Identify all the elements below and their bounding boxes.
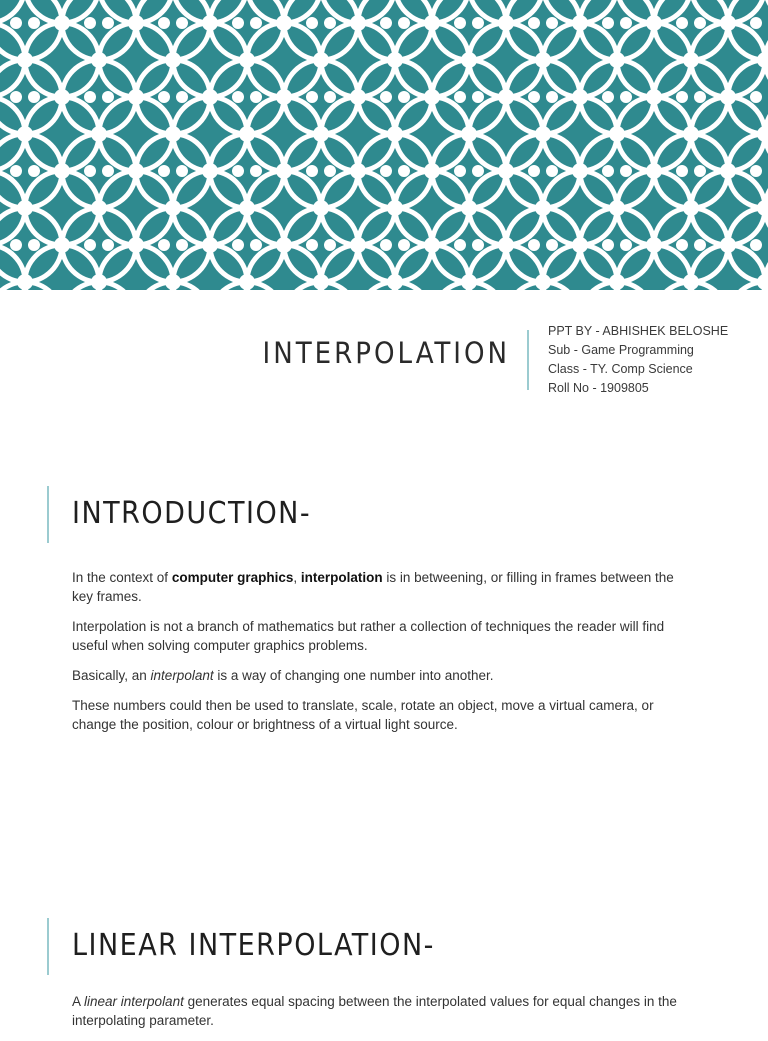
intro-paragraph: In the context of computer graphics, interpolation is in betweening, or filling in frames between the key frames.: [72, 570, 674, 604]
meta-author: PPT BY - ABHISHEK BELOSHE: [548, 324, 729, 338]
linear-accent-line: [47, 918, 49, 975]
intro-body: [72, 568, 682, 745]
header-pattern: [0, 0, 768, 290]
meta-roll-no: Roll No - 1909805: [548, 381, 649, 395]
linear-paragraph: A linear interpolant generates equal spacing between the interpolated values for equal changes in the interpolating parameter.: [72, 994, 677, 1028]
presentation-meta: [548, 322, 728, 398]
meta-class: Class - TY. Comp Science: [548, 362, 693, 376]
linear-heading: LINEAR INTERPOLATION-: [72, 928, 435, 963]
intro-paragraph: Interpolation is not a branch of mathematics but rather a collection of techniques the reader will find useful when solving computer graphics problems.: [72, 619, 665, 653]
intro-accent-line: [47, 486, 49, 543]
intro-paragraph: Basically, an interpolant is a way of changing one number into another.: [72, 668, 494, 683]
intro-paragraph: These numbers could then be used to translate, scale, rotate an object, move a virtual camera, or change the position, colour or brightness of a virtual light source.: [72, 698, 654, 732]
linear-body: [72, 992, 682, 1041]
title-divider: [527, 330, 529, 390]
intro-heading: INTRODUCTION-: [72, 496, 312, 531]
presentation-title: INTERPOLATION: [262, 336, 510, 370]
meta-subject: Sub - Game Programming: [548, 343, 694, 357]
